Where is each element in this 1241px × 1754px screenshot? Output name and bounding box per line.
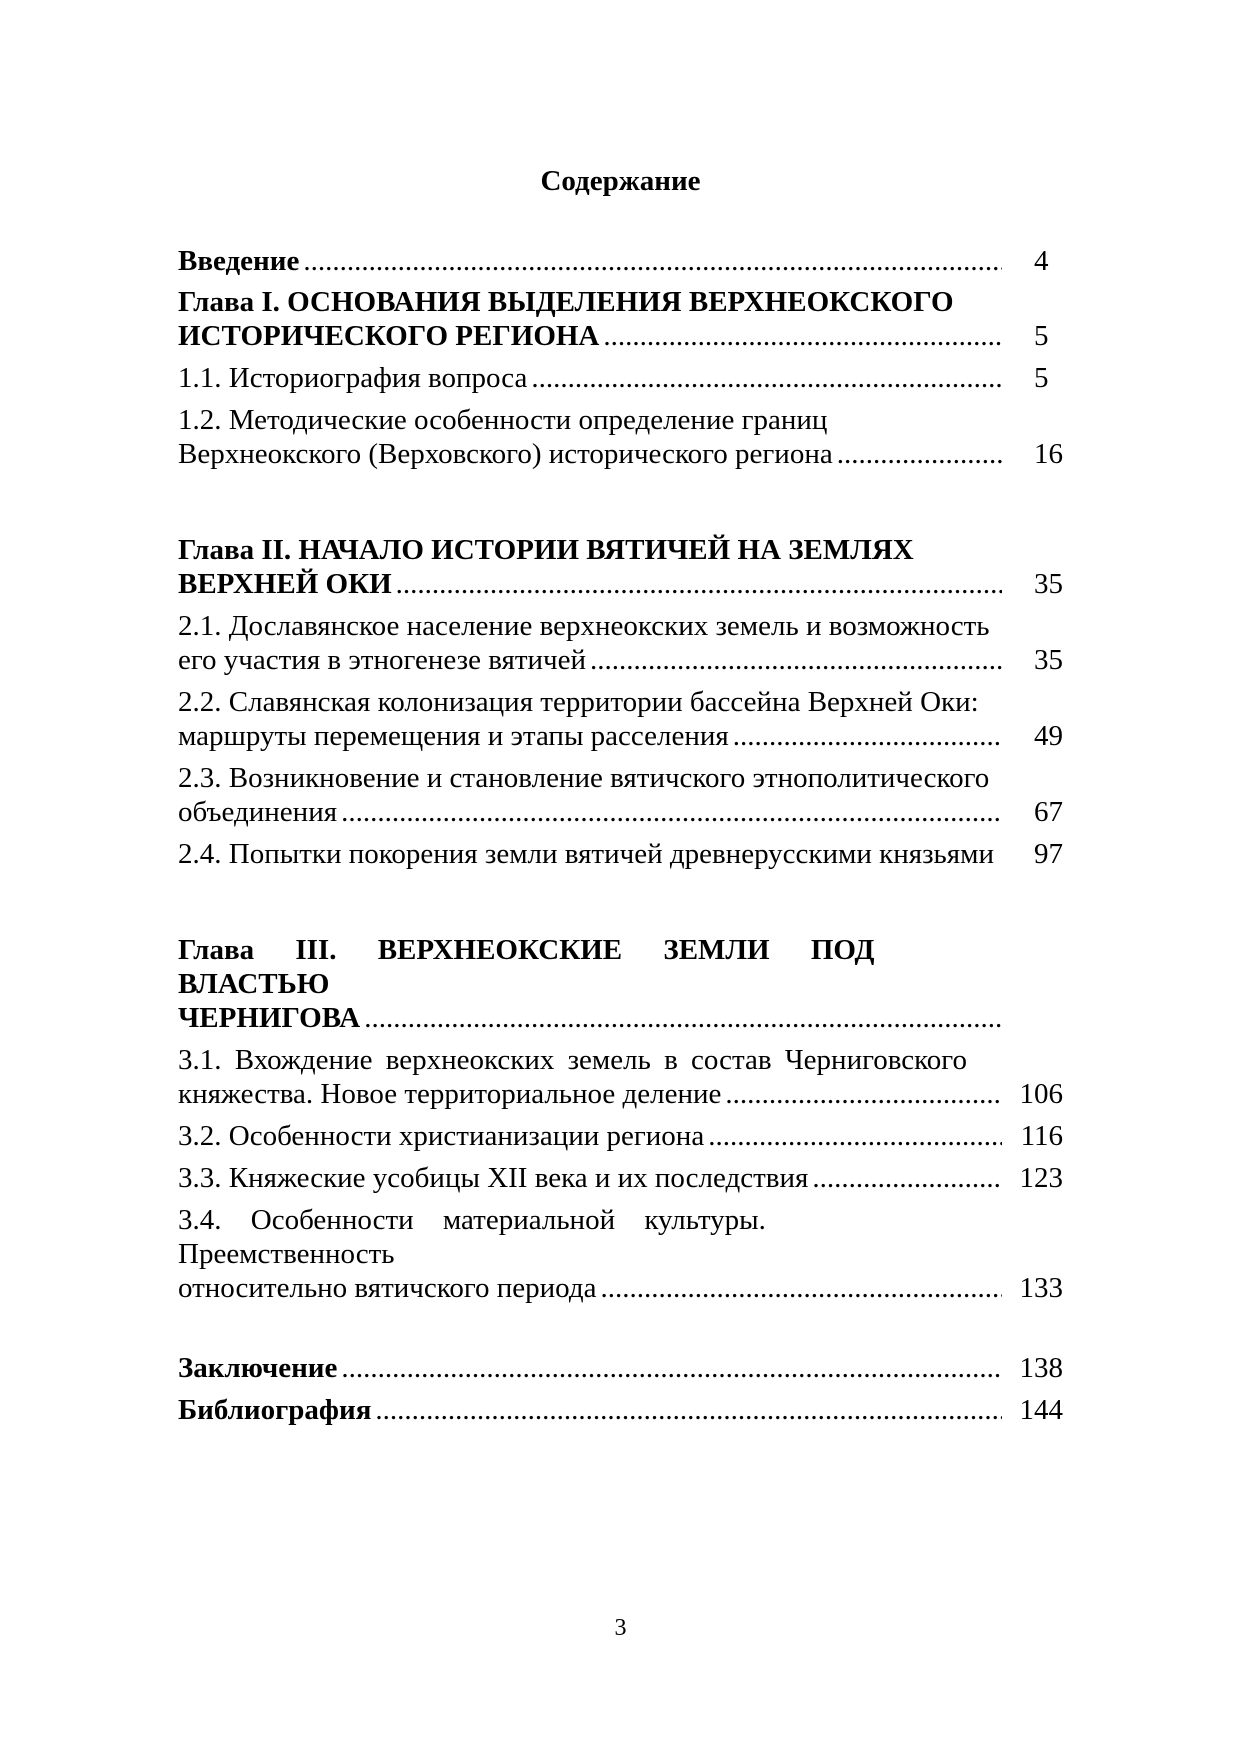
- toc-label-line: ЧЕРНИГОВА: [178, 1002, 361, 1034]
- toc-leader: [590, 643, 1002, 677]
- toc-label-line: княжества. Новое территориальное деление: [178, 1078, 722, 1110]
- page-title: Содержание: [540, 165, 701, 197]
- toc-leader: [531, 361, 1002, 395]
- toc-entry-section-1-2[interactable]: [178, 403, 1063, 471]
- toc-leader: [600, 1271, 1002, 1305]
- toc-entry-conclusion[interactable]: [178, 1351, 1063, 1385]
- toc-page-number: 5: [1034, 320, 1049, 352]
- toc-page-number: 106: [1019, 1078, 1063, 1110]
- toc-label-line: маршруты перемещения и этапы расселения: [178, 720, 729, 752]
- toc-label: Библиография: [178, 1394, 372, 1426]
- toc-entry-section-3-1[interactable]: [178, 1043, 1063, 1111]
- toc-page-number: 16: [1034, 438, 1063, 470]
- toc-label: 1.1. Историография вопроса: [178, 362, 528, 394]
- toc-label: Введение: [178, 245, 300, 277]
- toc-label-line: 2.1. Дославянское население верхнеокских земель и возможность: [178, 610, 990, 642]
- toc-label-line: ВЕРХНЕЙ ОКИ: [178, 568, 392, 600]
- toc-entry-section-3-2[interactable]: [178, 1119, 1063, 1153]
- toc-label: 3.3. Княжеские усобицы XII века и их последствия: [178, 1162, 809, 1194]
- toc-label-line: 3.1. Вхождение верхнеокских земель в состав Черниговского: [178, 1044, 967, 1076]
- toc-leader: [733, 719, 1002, 753]
- toc-entry-section-2-2[interactable]: [178, 685, 1063, 753]
- toc-entry-chapter-1[interactable]: [178, 285, 1063, 353]
- toc-label-line: 3.4. Особенности материальной культуры. Преемственность: [178, 1204, 766, 1270]
- page-number: 3: [614, 1615, 627, 1641]
- toc-label-line: относительно вятичского периода: [178, 1272, 597, 1304]
- toc-label-line: ИСТОРИЧЕСКОГО РЕГИОНА: [178, 320, 600, 352]
- toc-entry-section-3-4[interactable]: [178, 1203, 1063, 1305]
- toc-entry-section-2-3[interactable]: [178, 761, 1063, 829]
- toc-label-line-text: Глава III. ВЕРХНЕОКСКИЕ ЗЕМЛИ ПОД ВЛАСТЬЮ: [178, 934, 875, 1000]
- toc-entry-bibliography[interactable]: [178, 1393, 1063, 1427]
- toc-entry-chapter-3[interactable]: [178, 933, 1063, 1035]
- toc-page-number: 67: [1034, 796, 1063, 828]
- toc-page-number: 138: [1019, 1352, 1063, 1384]
- toc-page-number: 97: [1034, 838, 1063, 870]
- table-of-contents: [178, 244, 1063, 1427]
- toc-leader: [375, 1393, 1002, 1427]
- toc-label: 3.2. Особенности христианизации региона: [178, 1120, 705, 1152]
- toc-label-line: 1.2. Методические особенности определение границ: [178, 404, 828, 436]
- toc-page-number: 144: [1019, 1394, 1063, 1426]
- toc-entry-section-2-1[interactable]: [178, 609, 1063, 677]
- toc-label: 2.4. Попытки покорения земли вятичей древнерусскими князьями: [178, 838, 994, 870]
- toc-label-line: Глава II. НАЧАЛО ИСТОРИИ ВЯТИЧЕЙ НА ЗЕМЛЯХ: [178, 534, 914, 566]
- toc-label-line: Глава I. ОСНОВАНИЯ ВЫДЕЛЕНИЯ ВЕРХНЕОКСКОГО: [178, 286, 954, 318]
- toc-label-line: Верхнеокского (Верховского) исторического региона: [178, 438, 833, 470]
- toc-label-line: 2.3. Возникновение и становление вятичского этнополитического: [178, 762, 990, 794]
- toc-leader: [364, 1001, 1002, 1035]
- toc-entry-section-1-1[interactable]: [178, 361, 1063, 395]
- toc-page-number: 35: [1034, 568, 1063, 600]
- toc-leader: [725, 1077, 1002, 1111]
- toc-page-number: 123: [1019, 1162, 1063, 1194]
- toc-entry-section-3-3[interactable]: [178, 1161, 1063, 1195]
- toc-page-number: 35: [1034, 644, 1063, 676]
- toc-leader: [341, 795, 1002, 829]
- toc-label-line: объединения: [178, 796, 338, 828]
- toc-entry-intro[interactable]: [178, 244, 1063, 278]
- toc-label-line: 2.2. Славянская колонизация территории бассейна Верхней Оки:: [178, 686, 979, 718]
- toc-leader: [812, 1161, 1002, 1195]
- toc-page-number: 4: [1034, 245, 1049, 277]
- toc-label-line: [178, 933, 1010, 1001]
- toc-leader: [341, 1351, 1002, 1385]
- toc-page-number: 49: [1034, 720, 1063, 752]
- toc-leader: [396, 567, 1002, 601]
- toc-entry-section-2-4[interactable]: [178, 837, 1063, 871]
- toc-page-number: 116: [1020, 1120, 1063, 1152]
- toc-page-number: 5: [1034, 362, 1049, 394]
- toc-leader: [708, 1119, 1002, 1153]
- toc-leader: [837, 437, 1002, 471]
- toc-page-number: 133: [1019, 1272, 1063, 1304]
- toc-leader: [303, 244, 1002, 278]
- toc-label: Заключение: [178, 1352, 338, 1384]
- toc-leader: [603, 319, 1002, 353]
- toc-label-line: его участия в этногенезе вятичей: [178, 644, 587, 676]
- toc-entry-chapter-2[interactable]: [178, 533, 1063, 601]
